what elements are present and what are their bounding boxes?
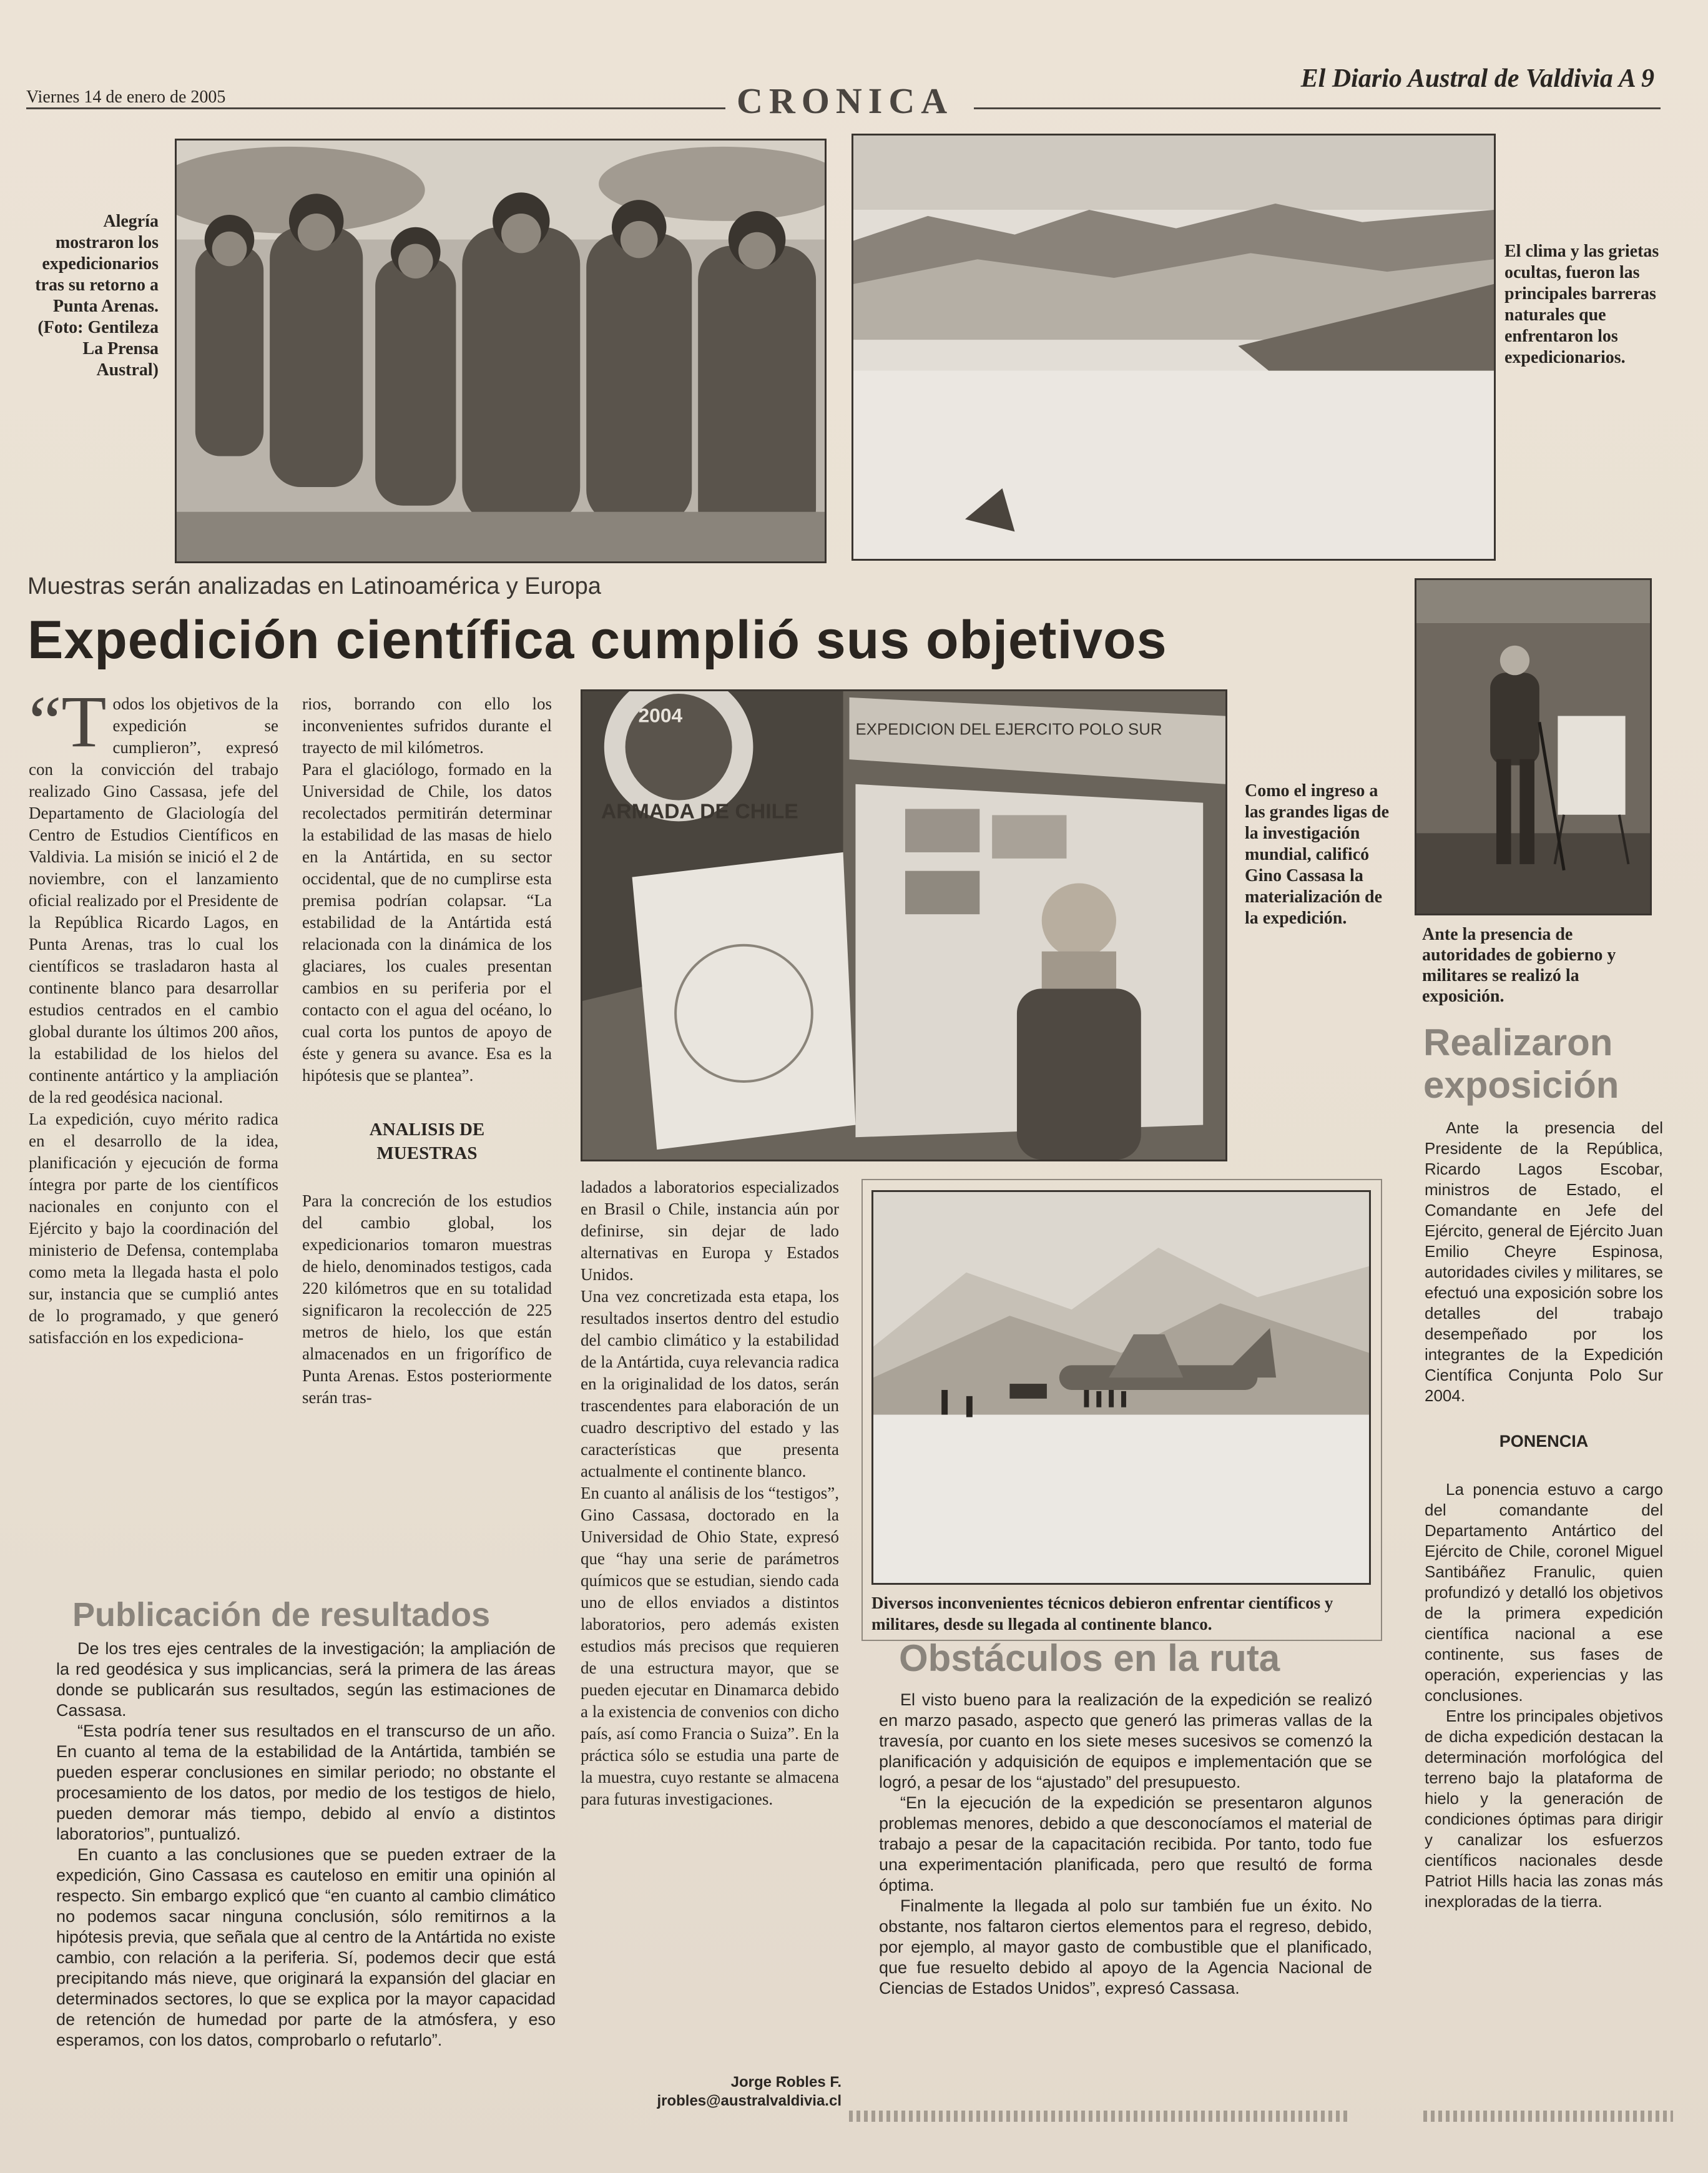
article-col2b-text: Para el glaciólogo, formado en la Universidad de Chile, los datos recolectados permitirán determinar la estabilidad de las masas de hielo en la Antártida, en su sector occidental, que de no cumplirse esta premisa podrían colapsar. “La estabilidad de la Antártida está relacionada con la dinámica de los glaciares, los cuales presentan cambios en su periferia por el contacto con el agua del océano, lo cual corta los puntos de apoyo de éste y genera su avance. Esa es la hipótesis que se plantea”. [302, 760, 552, 1085]
article-col2a-text: rios, borrando con ello los inconvenientes sufridos durante el trayecto de mil kilómetros. [302, 694, 552, 757]
plane-photo-caption: Diversos inconvenientes técnicos debieron enfrentar científicos y militares, desde su llegada al continente blanco. [871, 1594, 1333, 1633]
dropcap: “T [29, 681, 107, 762]
poster-title: EXPEDICION DEL EJERCITO POLO SUR [855, 721, 1162, 739]
ice-landscape-image [853, 136, 1494, 559]
ponencia-subhead: PONENCIA [1499, 1432, 1589, 1451]
exhibit-photo [1415, 578, 1652, 915]
article-column-1 [29, 681, 278, 1349]
issue-date: Viernes 14 de enero de 2005 [26, 87, 226, 107]
crew-photo [175, 139, 827, 563]
article-col2c-text: Para la concreción de los estudios del cambio global, los expedicionarios tomaron muestras de hielo, denominados testigos, cada 220 kilómetros que en su totalidad significaron la recolección de 225 metros de hielo, los que están almacenados en un frigorífico de Punta Arenas. Estos posteriormente serán tras- [302, 1191, 552, 1407]
header-rule-left [26, 107, 725, 109]
publicacion-p2: “Esta podría tener sus resultados en el transcurso de un año. En cuanto al tema de la estabilidad de la Antártida, también se pueden esperar conclusiones en similar periodo; no obstante el procesamiento de los datos, por medio de los testigos de hielo, pueden demorar más tiempo, debido al envío a distintos laboratorios”, puntualizó. [56, 1722, 556, 1843]
article-headline: Expedición científica cumplió sus objetivos [27, 610, 1167, 670]
section-name: CRONICA [737, 81, 954, 121]
banner-year: 2004 [638, 704, 683, 727]
obstaculos-p3: Finalmente la llegada al polo sur también fue un éxito. No obstante, nos faltaron ciertos elementos para el regreso, debido, por ejemplo, al mayor gasto de combustible que el planificado, que fue resuelto debido al apoyo de la Agencia Nacional de Ciencias de Estados Unidos”, expresó Cassasa. [879, 1896, 1372, 1998]
obstaculos-p1: El visto bueno para la realización de la expedición se realizó en marzo pasado, aspecto que generó las primeras vallas de la travesía, por cuanto en los siete meses sucesivos se comenzó la planificación y adquisición de equipos e implementación que se logró, a pesar de los “ajustado” del presupuesto. [879, 1690, 1372, 1791]
exposicion-p2: La ponencia estuvo a cargo del comandante del Departamento Antártico del Ejército de Chile, coronel Miguel Santibáñez Franulic, quien profundizó y detalló los objetivos de la primera expedición científica nacional a ese continente, sus fases de operación, experiencias y las conclusiones. [1425, 1480, 1663, 1705]
obstaculos-title: Obstáculos en la ruta [899, 1637, 1280, 1679]
plane-photo-image [873, 1192, 1369, 1583]
crew-photo-image [177, 140, 825, 561]
decorative-wave-right [1423, 2111, 1673, 2122]
article-col3c-text: En cuanto al análisis de los “testigos”, Gino Cassasa, doctorado en la Universidad de Ohio State, expresó que “hay una serie de parámetros químicos que se estudian, siendo cada uno de ellos enviados a distintos laboratorios, pero además existen estudios más precisos que requieren de una estructura mayor, que se pueden ejecutar en Dinamarca debido a la existencia de convenios con dicho país, así como Francia o Suiza”. En la práctica sólo se estudia una parte de la muestra, cuyo restante se almacena para futuras investigaciones. [581, 1484, 839, 1808]
exposicion-p3: Entre los principales objetivos de dicha expedición destacan la determinación morfológica del terreno bajo la plataforma de hielo y la generación de condiciones óptimas para dirigir y canalizar los esfuerzos científicos nacionales desde Patriot Hills hacia las zonas más inexploradas de la tierra. [1425, 1707, 1663, 1911]
subhead-analisis: ANALISIS DE MUESTRAS [369, 1120, 485, 1163]
byline [624, 2073, 842, 2111]
ice-photo-caption: El clima y las grietas ocultas, fueron las principales barreras naturales que enfrentaron los expedicionarios. [1504, 242, 1659, 367]
exposicion-p1: Ante la presencia del Presidente de la República, Ricardo Lagos Escobar, ministros de Estado, el Comandante en Jefe del Ejército, general de Ejército Juan Emilio Cheyre Espinosa, autoridades civiles y militares, se efectuó una exposición sobre los detalles del trabajo desempeñado por los integrantes de la Expedición Científica Conjunta Polo Sur 2004. [1425, 1118, 1663, 1405]
ice-landscape-photo [852, 134, 1496, 561]
article-kicker: Muestras serán analizadas en Latinoamérica y Europa [27, 573, 601, 599]
banner-text: ARMADA DE CHILE [601, 799, 798, 824]
obstaculos-p2: “En la ejecución de la expedición se presentaron algunos problemas menores, debido a que desconocíamos el material de trabajo a pesar de la capacitación recibida. Por tanto, todo fue una experimentación planificada, pero que resultó de forma óptima. [879, 1793, 1372, 1895]
article-col3b-text: Una vez concretizada esta etapa, los resultados insertos dentro del estudio del cambio climático y la estabilidad de la Antártida, cuya relevancia radica en la originalidad de los datos, serán trascendentes para elaboración de un cuadro descriptivo del estado y las características que presenta actualmente el continente blanco. [581, 1287, 839, 1481]
byline-name: Jorge Robles F. [730, 2074, 842, 2091]
publicacion-p3: En cuanto a las conclusiones que se pueden extraer de la expedición, Gino Cassasa es cauteloso en emitir una opinión al respecto. Sin embargo explicó que “en cuanto al cambio climático no podemos sacar ninguna conclusión, sólo remitirnos a la hipótesis previa, que señala que al centro de la Antártida no existe cambio, con relación a la periferia. Sí, podemos decir que está precipitando más nieve, que originará la expansión del glaciar en determinados sectores, lo que se explica por la mayor capacidad de retención de humedad por parte de la atmósfera, y eso esperamos, con los datos, comprobarlo o refutarlo”. [56, 1845, 556, 2049]
article-col3a-text: ladados a laboratorios especializados en Brasil o Chile, instancia aún por definirse, sin dejar de lado alternativas en Europa y Estados Unidos. [581, 1178, 839, 1284]
obstaculos-body [879, 1690, 1372, 1999]
cassasa-photo-caption: Como el ingreso a las grandes ligas de la investigación mundial, calificó Gino Cassasa la materialización de la expedición. [1245, 781, 1390, 928]
article-column-2 [302, 693, 552, 1409]
publicacion-p1: De los tres ejes centrales de la investigación; la ampliación de la red geodésica y sus implicancias, será la primera de las áreas donde se publicarán sus resultados, según las estimaciones de Cassasa. [56, 1639, 556, 1720]
publicacion-title: Publicación de resultados [72, 1596, 491, 1633]
crew-photo-caption: Alegría mostraron los expedicionarios tras su retorno a Punta Arenas. (Foto: Gentileza La Prensa Austral) [35, 212, 159, 380]
byline-email[interactable]: jrobles@australvaldivia.cl [657, 2092, 842, 2109]
article-col1b-text: La expedición, cuyo mérito radica en el desarrollo de la idea, planificación y ejecución de forma íntegra por parte de los científicos nacionales en conjunto con el Ejército y bajo la coordinación del ministerio de Defensa, contemplaba como meta la llegada hasta el polo sur, instancia que se cumplió antes de lo programado, y que generó satisfacción en los expediciona- [29, 1110, 278, 1347]
plane-photo [871, 1190, 1371, 1585]
publicacion-body [56, 1638, 556, 2051]
paper-name: El Diario Austral de Valdivia A 9 [1300, 64, 1654, 93]
exhibit-photo-image [1416, 580, 1650, 914]
cassasa-photo [581, 689, 1227, 1161]
header-rule-right [974, 107, 1661, 109]
exposicion-body [1425, 1118, 1663, 1912]
article-column-3 [581, 1176, 839, 1810]
exposicion-title: Realizaron exposición [1423, 1022, 1619, 1106]
decorative-wave-left [849, 2111, 1348, 2122]
article-col1-text: odos los objetivos de la expedición se cumplieron”, expresó con la convicción del trabajo realizado Gino Cassasa, jefe del Departamento de Glaciología del Centro de Estudios Científicos en Valdivia. La misión se inició el 2 de noviembre, con el lanzamiento oficial realizado por el Presidente de la República Ricardo Lagos, en Punta Arenas, tras lo cual los científicos se trasladaron hasta al continente blanco para desarrollar estudios centrados en el cambio global durante los últimos 200 años, la estabilidad de los hielos del continente antártico y la ampliación de la red geodésica nacional. [29, 694, 278, 1106]
cassasa-photo-image [582, 691, 1225, 1160]
exhibit-photo-caption: Ante la presencia de autoridades de gobierno y militares se realizó la exposición. [1422, 925, 1616, 1006]
